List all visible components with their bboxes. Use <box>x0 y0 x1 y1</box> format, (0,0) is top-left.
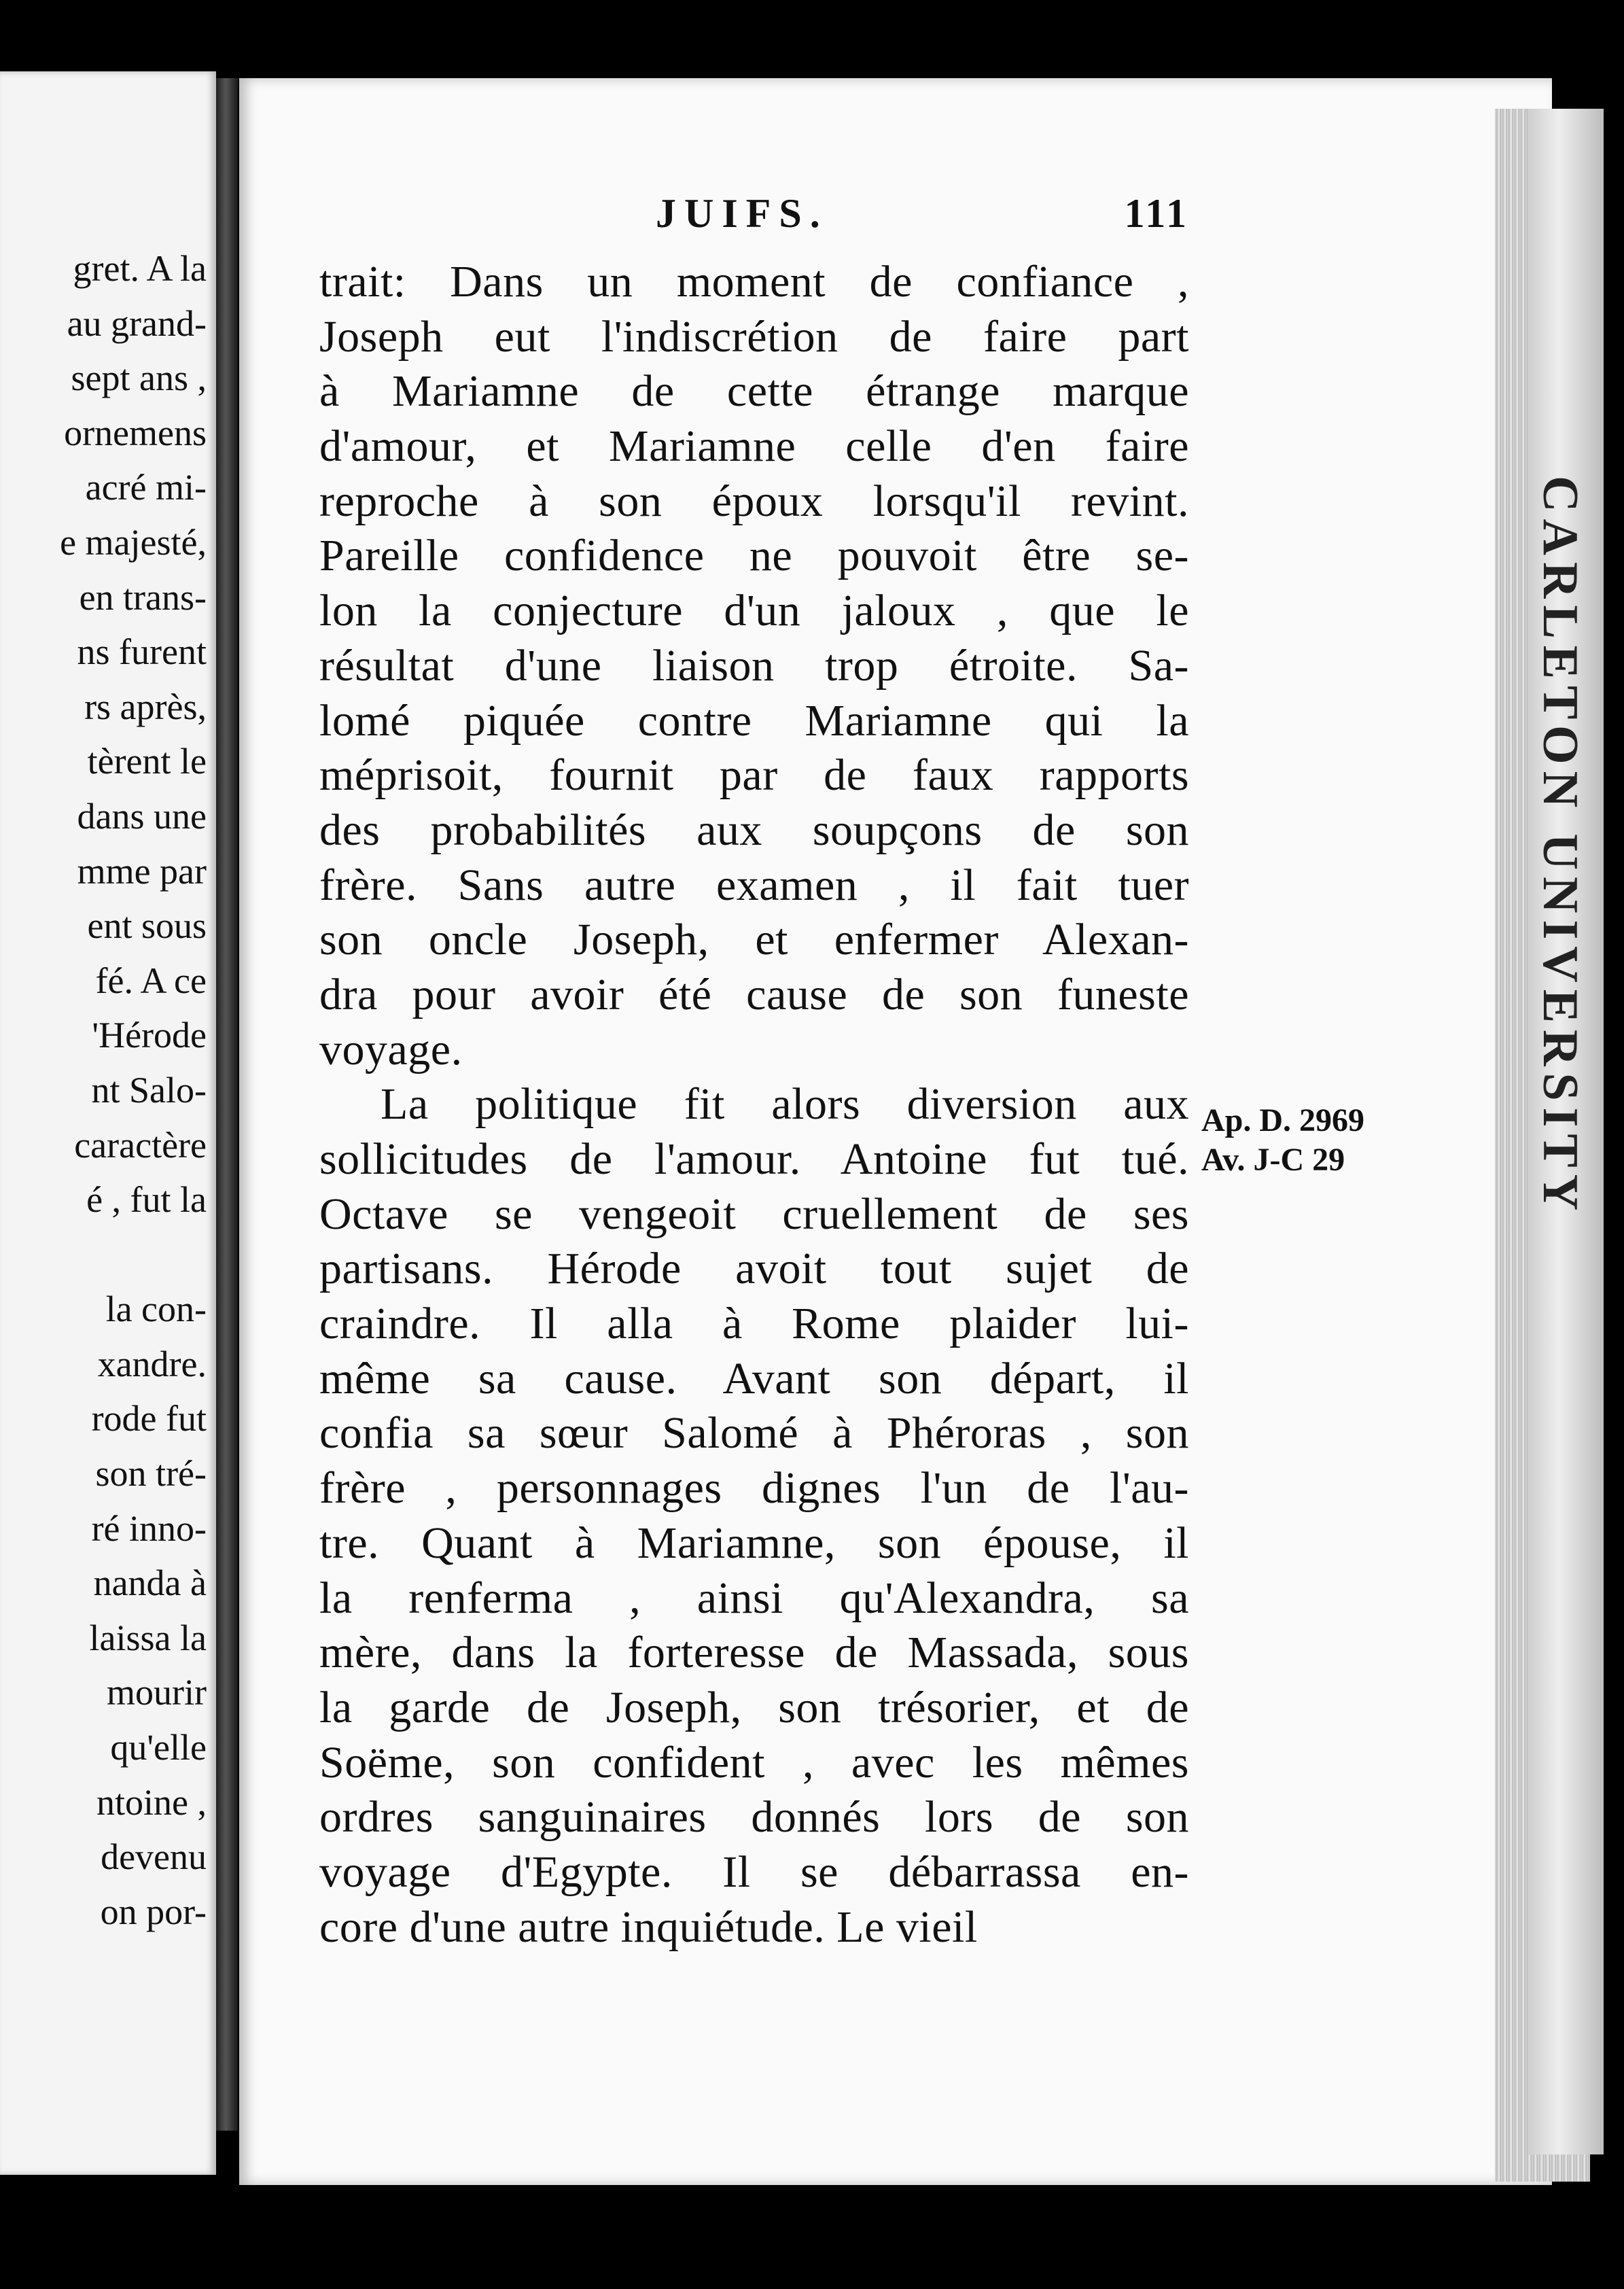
left-page-line: ntoine , <box>96 1781 207 1823</box>
left-page-line: xandre. <box>97 1343 207 1384</box>
left-page-line: fé. A ce <box>95 960 207 1001</box>
text-line: trait: Dans un moment de confiance , <box>319 257 1189 307</box>
text-line: mère, dans la forteresse de Massada, sous <box>319 1628 1189 1678</box>
text-line: frère , personnages dignes l'un de l'au- <box>319 1463 1189 1514</box>
left-page-line: rs après, <box>84 686 207 727</box>
left-page-line: caractère <box>74 1124 207 1166</box>
left-page-line: 'Hérode <box>92 1015 207 1056</box>
text-line: lomé piquée contre Mariamne qui la <box>319 695 1189 746</box>
left-page-line: acré mi- <box>85 467 207 508</box>
text-line: Octave se vengeoit cruellement de ses <box>319 1189 1189 1239</box>
text-line: confia sa sœur Salomé à Phéroras , son <box>319 1408 1189 1458</box>
left-page-line: au grand- <box>67 302 207 344</box>
left-page-line: tèrent le <box>87 741 207 782</box>
text-line: méprisoit, fournit par de faux rapports <box>319 750 1189 801</box>
left-page-line: on por- <box>100 1891 207 1932</box>
left-page-line: ornemens <box>64 412 207 453</box>
body-text <box>319 255 1189 1955</box>
text-line: lon la conjecture d'un jaloux , que le <box>319 586 1189 636</box>
left-page-line: e majesté, <box>60 521 207 563</box>
page-number: 111 <box>1124 191 1189 236</box>
text-line: même sa cause. Avant son départ, il <box>319 1353 1189 1403</box>
text-line: des probabilités aux soupçons de son <box>319 805 1189 855</box>
text-line: reproche à son époux lorsqu'il revint. <box>319 476 1189 526</box>
left-page-line: mme par <box>77 850 207 892</box>
left-page-line: rode fut <box>91 1398 207 1439</box>
margin-note-line: Ap. D. 2969 <box>1201 1102 1365 1138</box>
left-page-line: dans une <box>77 795 207 837</box>
text-line: la renferma , ainsi qu'Alexandra, sa <box>319 1573 1189 1623</box>
text-line: Soëme, son confident , avec les mêmes <box>319 1737 1189 1787</box>
left-page <box>0 71 216 2175</box>
left-page-text <box>0 241 216 1939</box>
running-head: JUIFS. <box>656 191 828 236</box>
margin-date-note <box>1201 1101 1405 1180</box>
left-page-line: qu'elle <box>110 1727 207 1768</box>
left-page-line: sept ans , <box>71 357 207 399</box>
text-line: la garde de Joseph, son trésorier, et de <box>319 1682 1189 1732</box>
text-line: d'amour, et Mariamne celle d'en faire <box>319 421 1189 472</box>
text-line: Pareille confidence ne pouvoit être se- <box>319 531 1189 581</box>
book-gutter <box>216 78 238 2131</box>
text-line: frère. Sans autre examen , il fait tuer <box>319 860 1189 910</box>
text-line: craindre. Il alla à Rome plaider lui- <box>319 1299 1189 1349</box>
left-page-line: son tré- <box>95 1453 207 1495</box>
left-page-line: gret. A la <box>73 248 207 289</box>
left-page-line <box>0 1227 216 1282</box>
text-line: résultat d'une liaison trop étroite. Sa- <box>319 640 1189 691</box>
left-page-line: devenu <box>101 1836 207 1878</box>
page-header <box>326 190 1189 245</box>
left-page-line: en trans- <box>79 576 207 618</box>
library-stamp: CARLETON UNIVERSITY <box>1532 476 1588 1218</box>
left-page-line: laissa la <box>89 1617 207 1658</box>
text-line: à Mariamne de cette étrange marque <box>319 366 1189 417</box>
text-line: partisans. Hérode avoit tout sujet de <box>319 1244 1189 1294</box>
left-page-line: mourir <box>107 1672 207 1713</box>
text-line: ordres sanguinaires donnés lors de son <box>319 1792 1189 1842</box>
margin-note-line: Av. J-C 29 <box>1201 1142 1345 1178</box>
left-page-line: é , fut la <box>86 1179 207 1221</box>
left-page-line: ré inno- <box>91 1507 207 1549</box>
text-line: dra pour avoir été cause de son funeste <box>319 969 1189 1019</box>
text-line: Joseph eut l'indiscrétion de faire part <box>319 311 1189 362</box>
left-page-line: la con- <box>105 1289 207 1330</box>
left-page-line: ent sous <box>87 905 207 947</box>
left-page-line: ns furent <box>77 631 207 673</box>
text-line: tre. Quant à Mariamne, son épouse, il <box>319 1518 1189 1568</box>
text-line: voyage. <box>319 1024 463 1074</box>
text-line: voyage d'Egypte. Il se débarrassa en- <box>319 1847 1189 1897</box>
text-line: core d'une autre inquiétude. Le vieil <box>319 1902 978 1952</box>
text-line: sollicitudes de l'amour. Antoine fut tué. <box>319 1134 1189 1184</box>
left-page-line: nanda à <box>93 1562 207 1604</box>
left-page-line: nt Salo- <box>91 1069 207 1111</box>
text-line: son oncle Joseph, et enfermer Alexan- <box>319 915 1189 965</box>
text-line: La politique fit alors diversion aux <box>381 1079 1189 1130</box>
